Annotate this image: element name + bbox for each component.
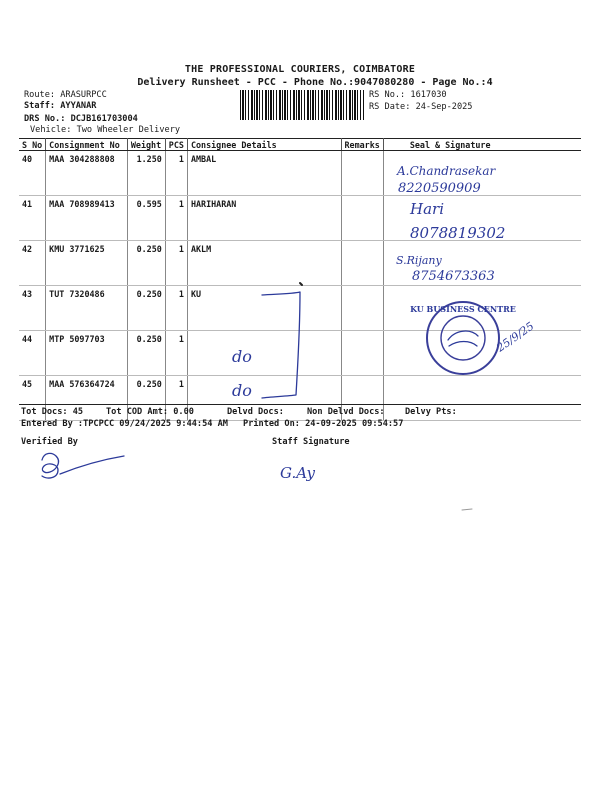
consignment-cell: MAA 708989413 bbox=[46, 196, 128, 241]
weight-cell: 0.250 bbox=[127, 376, 165, 421]
total-docs: Tot Docs: 45 bbox=[21, 407, 84, 417]
staff-signature-label: Staff Signature bbox=[272, 437, 350, 447]
signature-phone-1: 8220590909 bbox=[398, 181, 481, 196]
delivery-points: Delvy Pts: bbox=[405, 407, 457, 417]
consignee-cell: HARIHARAN bbox=[187, 196, 341, 241]
signature-name-3: S.Rijany bbox=[396, 254, 442, 267]
weight-cell: 0.250 bbox=[127, 241, 165, 286]
weight-cell: 1.250 bbox=[127, 151, 165, 196]
pcs-cell: 1 bbox=[165, 196, 187, 241]
weight-cell: 0.595 bbox=[127, 196, 165, 241]
consignment-cell: MAA 304288808 bbox=[46, 151, 128, 196]
verified-by-label: Verified By bbox=[21, 437, 78, 447]
ditto-mark-2: do bbox=[232, 381, 252, 400]
serial-cell: 43 bbox=[19, 286, 46, 331]
signature-name-2: Hari bbox=[410, 200, 444, 218]
company-title: THE PROFESSIONAL COURIERS, COIMBATORE bbox=[184, 64, 416, 75]
business-seal-stamp bbox=[410, 302, 516, 374]
stamp-date: 25/9/25 bbox=[494, 319, 537, 355]
pcs-cell: 1 bbox=[165, 286, 187, 331]
staff-signature: G.Ay bbox=[280, 464, 315, 482]
weight-cell: 0.250 bbox=[127, 331, 165, 376]
column-header: Consignment No bbox=[46, 139, 128, 151]
printed-on: Printed On: 24-09-2025 09:54:57 bbox=[243, 419, 404, 429]
staff-label: Staff: AYYANAR bbox=[24, 101, 97, 111]
signature-phone-2: 8078819302 bbox=[410, 224, 506, 242]
column-header: S No bbox=[19, 139, 46, 151]
serial-cell: 44 bbox=[19, 331, 46, 376]
column-header: Weight bbox=[127, 139, 165, 151]
consignee-cell: AKLM bbox=[187, 241, 341, 286]
consignee-cell: KU bbox=[187, 286, 341, 331]
consignment-cell: TUT 7320486 bbox=[46, 286, 128, 331]
consignee-cell: AMBAL bbox=[187, 151, 341, 196]
consignment-cell: MAA 576364724 bbox=[46, 376, 128, 421]
serial-cell: 42 bbox=[19, 241, 46, 286]
ditto-mark-1: do bbox=[232, 347, 252, 366]
route-label: Route: ARASURPCC bbox=[24, 90, 107, 100]
column-header: Remarks bbox=[341, 139, 383, 151]
rs-number: RS No.: 1617030 bbox=[369, 90, 447, 100]
signature-phone-3: 8754673363 bbox=[412, 269, 495, 284]
ink-speck bbox=[462, 509, 472, 510]
column-header: Seal & Signature bbox=[383, 139, 581, 151]
column-header: Consignee Details bbox=[187, 139, 341, 151]
drs-number: DRS No.: DCJB161703004 bbox=[24, 114, 138, 124]
verified-signature bbox=[42, 453, 124, 478]
delivered-docs: Delvd Docs: bbox=[227, 407, 284, 417]
signature-name-1: A.Chandrasekar bbox=[397, 164, 496, 178]
rs-date: RS Date: 24-Sep-2025 bbox=[369, 102, 473, 112]
ink-speck bbox=[300, 283, 302, 285]
serial-cell: 40 bbox=[19, 151, 46, 196]
entered-by: Entered By :TPCPCC 09/24/2025 9:44:54 AM bbox=[21, 419, 228, 429]
weight-cell: 0.250 bbox=[127, 286, 165, 331]
pcs-cell: 1 bbox=[165, 376, 187, 421]
stamp-text: KU BUSINESS CENTRE bbox=[410, 304, 516, 314]
vehicle-label: Vehicle: Two Wheeler Delivery bbox=[30, 125, 181, 135]
serial-cell: 41 bbox=[19, 196, 46, 241]
pcs-cell: 1 bbox=[165, 151, 187, 196]
serial-cell: 45 bbox=[19, 376, 46, 421]
consignment-cell: MTP 5097703 bbox=[46, 331, 128, 376]
column-header: PCS bbox=[165, 139, 187, 151]
runsheet-subtitle: Delivery Runsheet - PCC - Phone No.:9047080280 - Page No.:4 bbox=[137, 77, 493, 88]
total-cod-amount: Tot COD Amt: 0.00 bbox=[106, 407, 194, 417]
pcs-cell: 1 bbox=[165, 331, 187, 376]
non-delivered-docs: Non Delvd Docs: bbox=[307, 407, 385, 417]
pcs-cell: 1 bbox=[165, 241, 187, 286]
consignment-cell: KMU 3771625 bbox=[46, 241, 128, 286]
bracket-mark bbox=[262, 292, 300, 398]
